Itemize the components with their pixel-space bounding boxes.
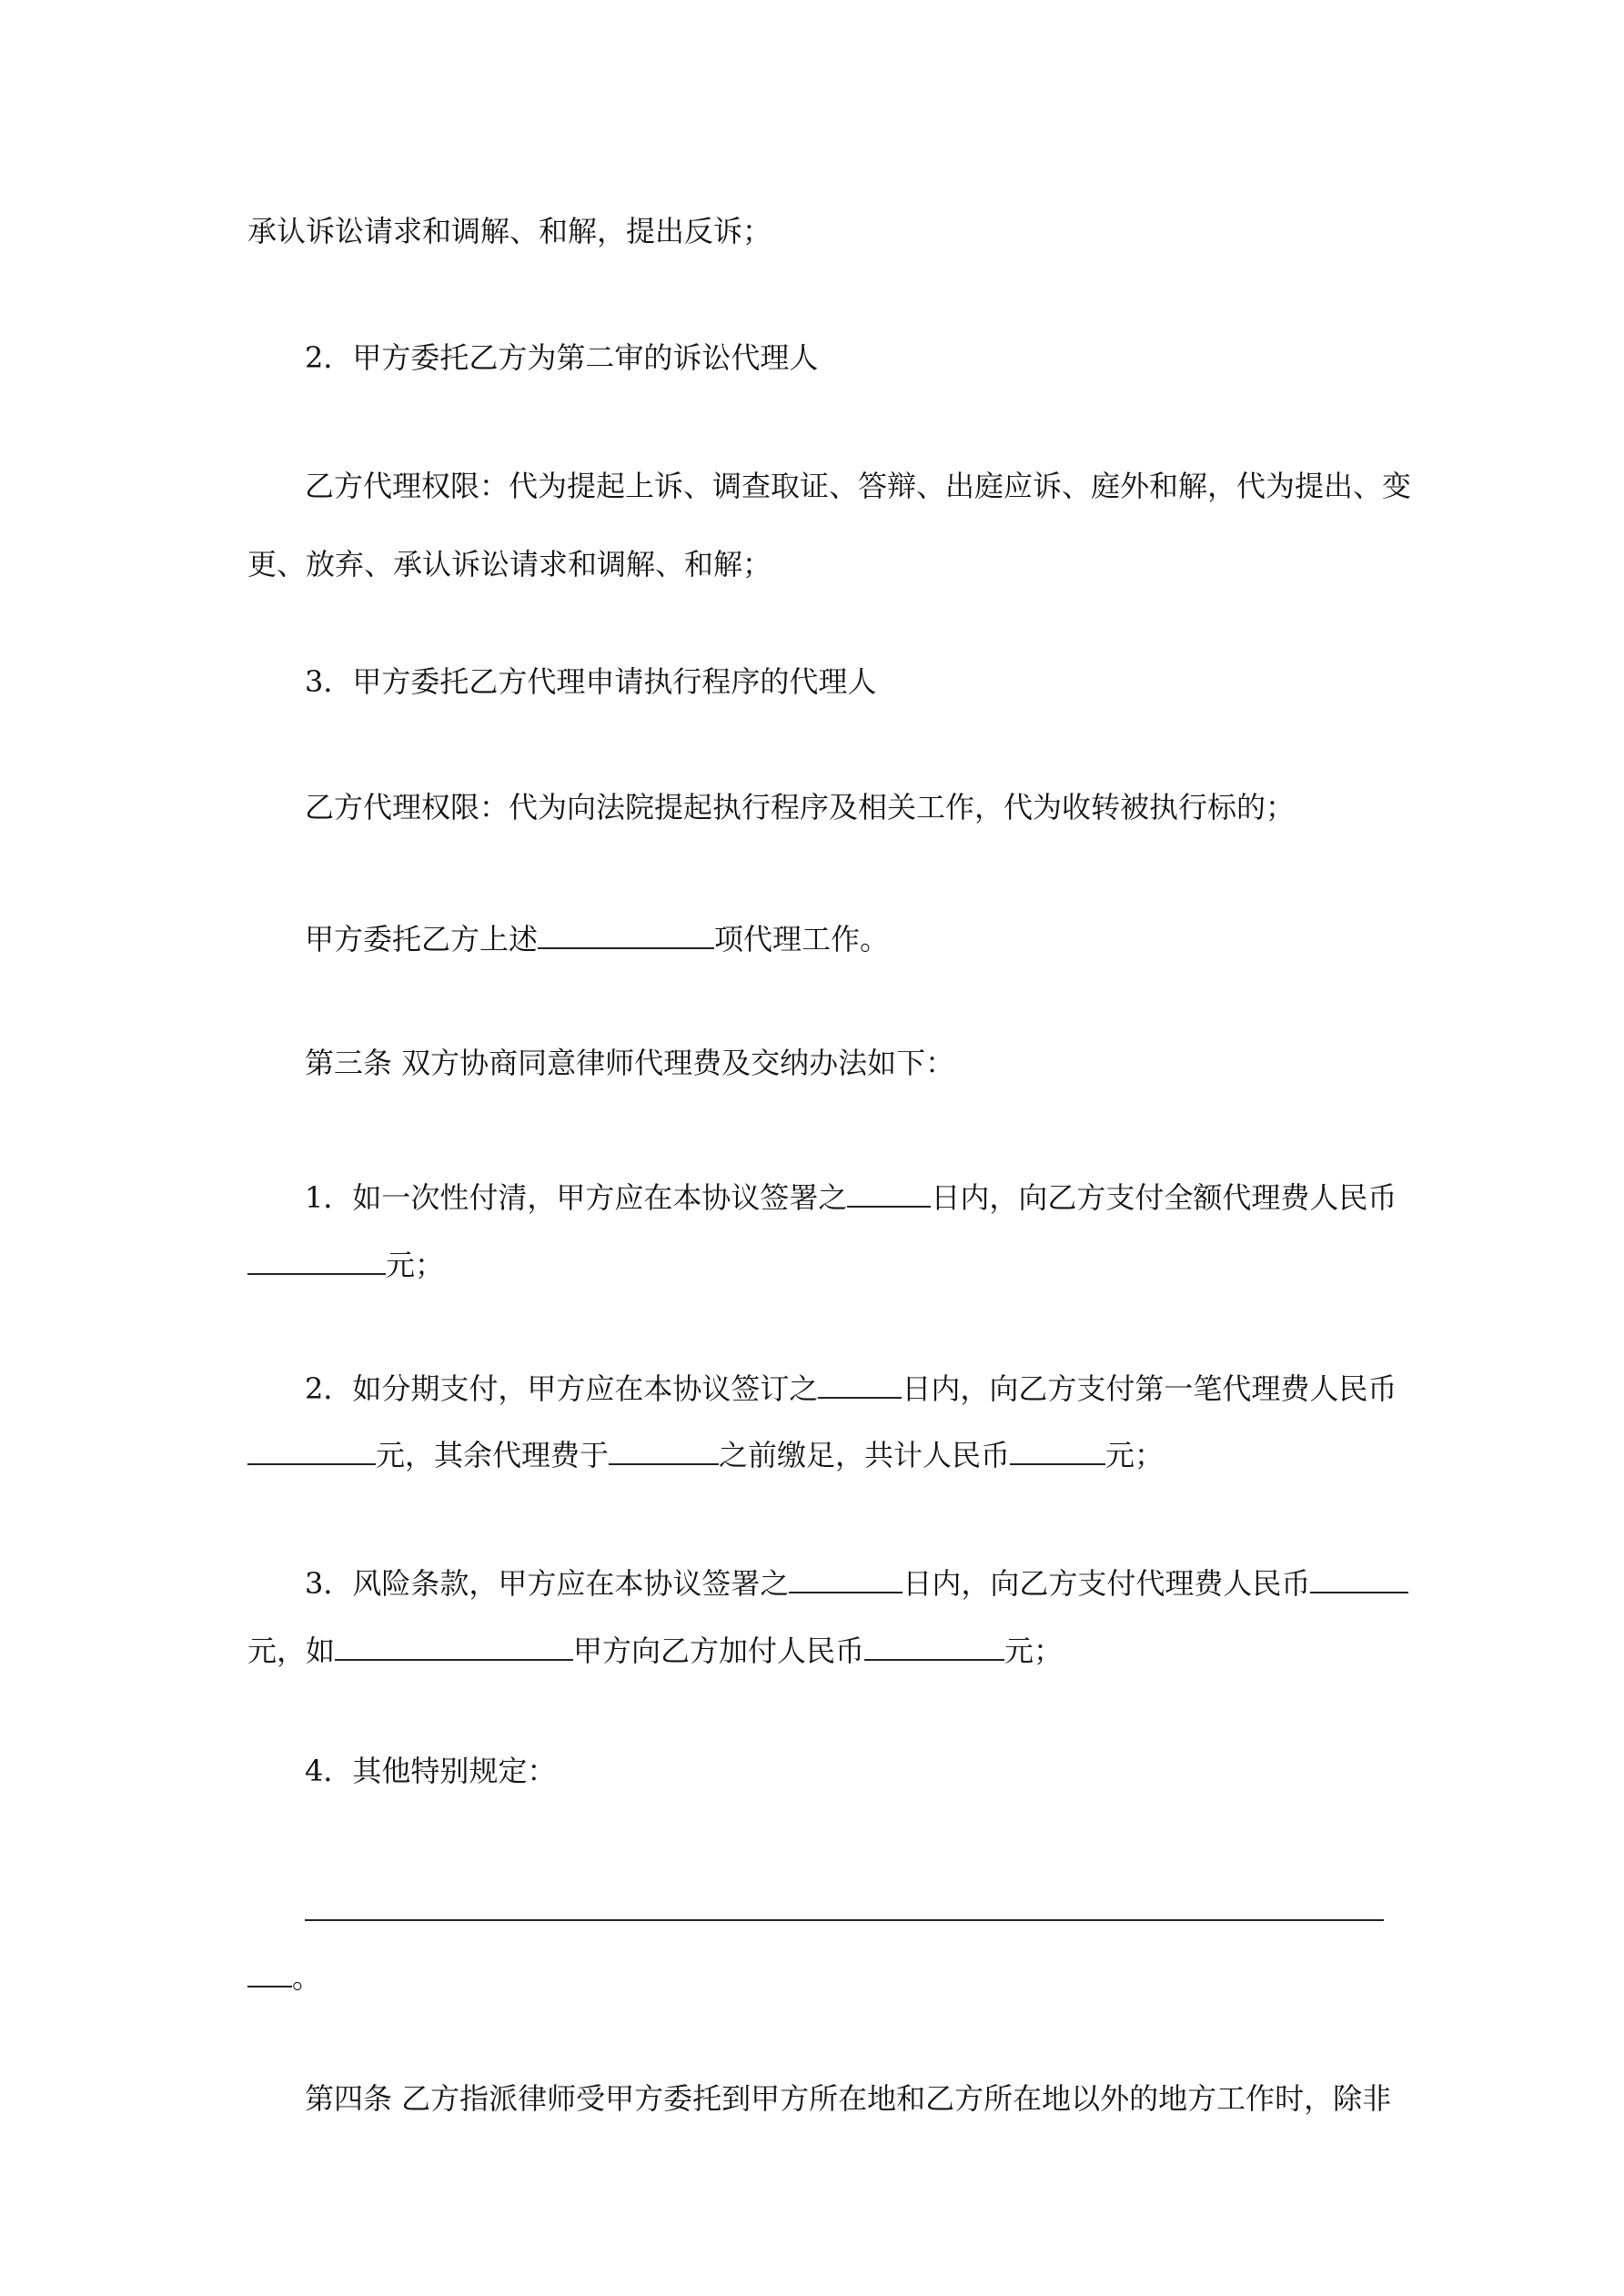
text-segment: 1．如一次性付清，甲方应在本协议签署之 (305, 1180, 848, 1215)
blank-field[interactable] (789, 1561, 903, 1593)
blank-field[interactable] (864, 1628, 1004, 1661)
text-line (247, 1242, 444, 1283)
text-line: 乙方代理权限：代为向法院提起执行程序及相关工作，代为收转被执行标的； (305, 790, 1296, 824)
text-segment: 甲方向乙方加付人民币 (573, 1633, 865, 1668)
blank-field[interactable] (247, 1432, 376, 1465)
blank-field[interactable] (847, 1175, 931, 1208)
text-segment: 甲方委托乙方上述 (305, 922, 539, 956)
text-line: 更、放弃、承认诉讼请求和调解、和解； (247, 547, 772, 582)
text-segment: 元，如 (247, 1633, 336, 1668)
text-segment: 元，其余代理费于 (376, 1438, 610, 1472)
text-segment: 项代理工作。 (714, 922, 890, 956)
article-4-text: 第四条 乙方指派律师受甲方委托到甲方所在地和乙方所在地以外的地方工作时，除非 (305, 2081, 1392, 2116)
text-line (305, 1561, 1384, 1602)
item-3-heading: 3．甲方委托乙方代理申请执行程序的代理人 (305, 664, 877, 699)
text-line (247, 1955, 321, 1996)
text-line (305, 1366, 1397, 1407)
text-line (305, 1888, 1384, 1929)
item-4-heading: 4．其他特别规定： (305, 1754, 557, 1788)
text-line (305, 1175, 1397, 1216)
text-line: 乙方代理权限：代为提起上诉、调查取证、答辩、出庭应诉、庭外和解，代为提出、变 (305, 469, 1412, 503)
text-segment: 3．风险条款，甲方应在本协议签署之 (305, 1566, 790, 1601)
text-line: 承认诉讼请求和调解、和解，提出反诉； (247, 214, 772, 248)
text-segment: 元； (386, 1248, 445, 1282)
text-segment: 日内，向乙方支付第一笔代理费人民币 (902, 1371, 1397, 1406)
blank-field[interactable] (538, 916, 714, 949)
blank-field[interactable] (818, 1366, 902, 1399)
text-segment: 2．如分期支付，甲方应在本协议签订之 (305, 1371, 819, 1406)
text-segment: 。 (292, 1960, 322, 1995)
text-segment: 日内，向乙方支付全额代理费人民币 (931, 1180, 1397, 1215)
text-segment: 日内，向乙方支付代理费人民币 (903, 1566, 1311, 1601)
article-3-heading: 第三条 双方协商同意律师代理费及交纳办法如下： (305, 1046, 955, 1080)
text-line (305, 916, 889, 957)
text-segment: 元； (1105, 1438, 1165, 1472)
blank-field[interactable] (247, 1242, 386, 1275)
blank-field[interactable] (247, 1955, 292, 1988)
text-segment: 之前缴足，共计人民币 (719, 1438, 1011, 1472)
blank-field[interactable] (609, 1432, 719, 1465)
text-segment: 元； (1004, 1633, 1064, 1668)
blank-field[interactable] (305, 1888, 1384, 1921)
blank-field[interactable] (1010, 1432, 1105, 1465)
text-line (247, 1628, 1063, 1669)
item-2-heading: 2．甲方委托乙方为第二审的诉讼代理人 (305, 340, 819, 375)
text-line (247, 1432, 1164, 1473)
blank-field[interactable] (1310, 1561, 1408, 1593)
blank-field[interactable] (335, 1628, 573, 1661)
